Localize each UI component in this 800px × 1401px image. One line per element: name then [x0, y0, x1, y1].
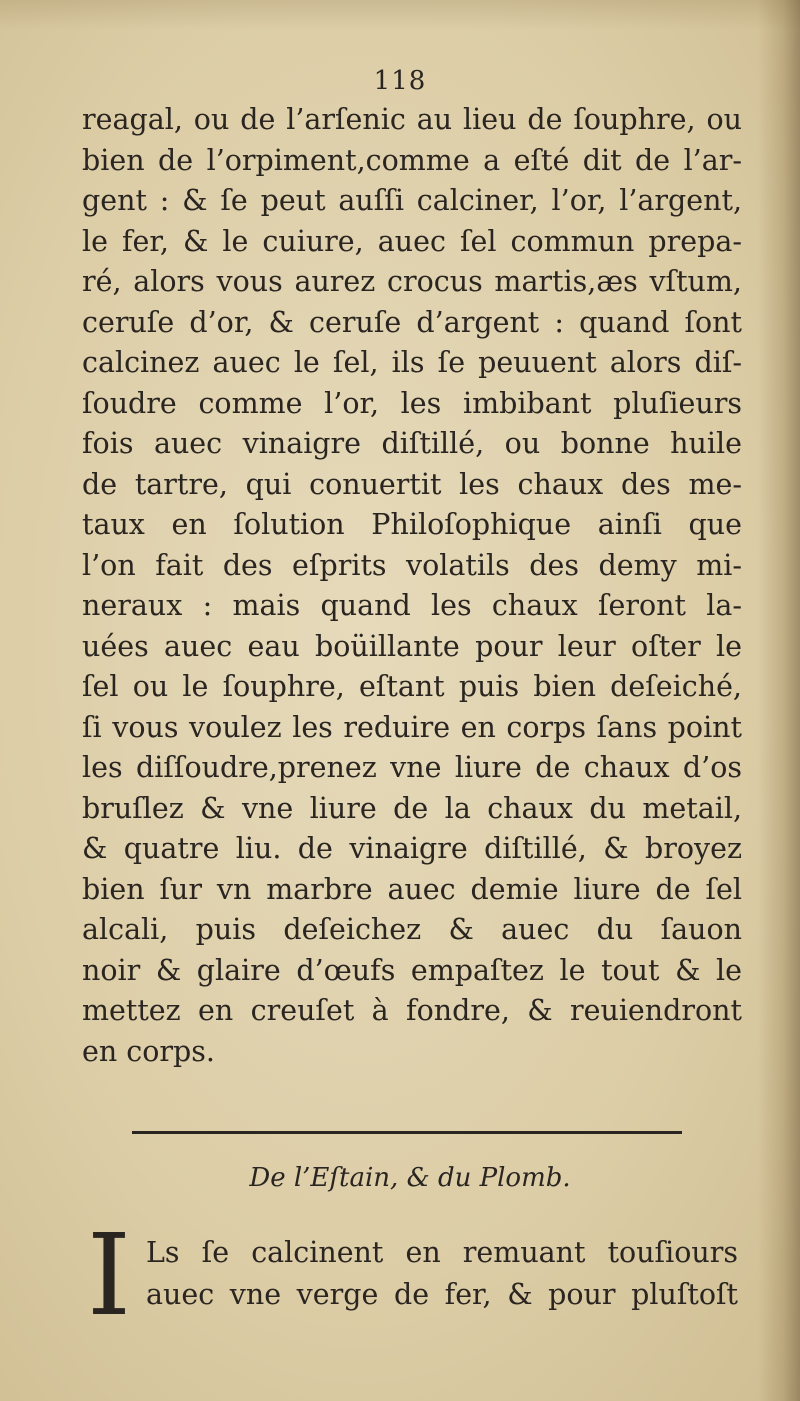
text-line: de tartre, qui conuertit les chaux des me- — [82, 467, 742, 501]
text-line: uées auec eau boüillante pour leur oſter le — [82, 629, 742, 663]
text-line: & quatre liu. de vinaigre diſtillé, & broyez — [82, 832, 742, 865]
text-line: bruſlez & vne liure de la chaux du metail, — [82, 791, 742, 825]
text-line: bien de l’orpiment,comme a eſté dit de l’ar- — [82, 143, 742, 177]
text-line: reagal, ou de l’arſenic au lieu de ſouphre, ou — [82, 103, 742, 136]
text-line: le fer, & le cuiure, auec ſel commun prepa- — [82, 224, 742, 258]
text-line: mettez en creuſet à fondre, & reuiendront — [82, 994, 742, 1027]
text-line: ſi vous voulez les reduire en corps ſans point — [82, 710, 742, 744]
text-line: ceruſe d’or, & ceruſe d’argent : quand ſont — [82, 305, 742, 339]
page-top-shadow — [0, 0, 800, 30]
text-line: fois auec vinaigre diſtillé, ou bonne huile — [82, 427, 742, 460]
text-line: taux en ſolution Philoſophique ainſi que — [82, 508, 742, 541]
text-line: les diſſoudre,prenez vne liure de chaux d’os — [82, 751, 742, 784]
section-text — [146, 1232, 738, 1316]
body-text — [82, 100, 742, 1072]
text-line: neraux : mais quand les chaux ſeront la- — [82, 589, 742, 622]
text-line: en corps. — [82, 1034, 215, 1068]
drop-cap: I — [86, 1211, 132, 1341]
text-line: calcinez auec le ſel, ils ſe peuuent alors diſ- — [82, 346, 742, 379]
page-number: 118 — [373, 66, 427, 96]
section-title: De l’Eſtain, & du Plomb. — [249, 1163, 571, 1193]
section-divider — [132, 1131, 682, 1134]
text-line: ré, alors vous aurez crocus martis,æs vſtum, — [82, 265, 742, 298]
text-line: alcali, puis deſeichez & auec du ſauon — [82, 913, 742, 946]
text-line: ſel ou le ſouphre, eſtant puis bien deſeiché, — [82, 670, 742, 703]
page-gutter-shadow — [758, 0, 800, 1401]
text-line: Ls ſe calcinent en remuant touſiours — [146, 1236, 738, 1269]
text-line: bien ſur vn marbre auec demie liure de ſel — [82, 872, 742, 906]
text-line: l’on fait des eſprits volatils des demy mi- — [82, 548, 742, 582]
text-line: ſoudre comme l’or, les imbibant pluſieurs — [82, 386, 742, 420]
text-line: gent : & ſe peut auſſi calciner, l’or, l’argent, — [82, 184, 742, 217]
text-line: noir & glaire d’œufs empaſtez le tout & le — [82, 953, 742, 987]
text-line: auec vne verge de fer, & pour pluſtoſt — [146, 1278, 738, 1311]
